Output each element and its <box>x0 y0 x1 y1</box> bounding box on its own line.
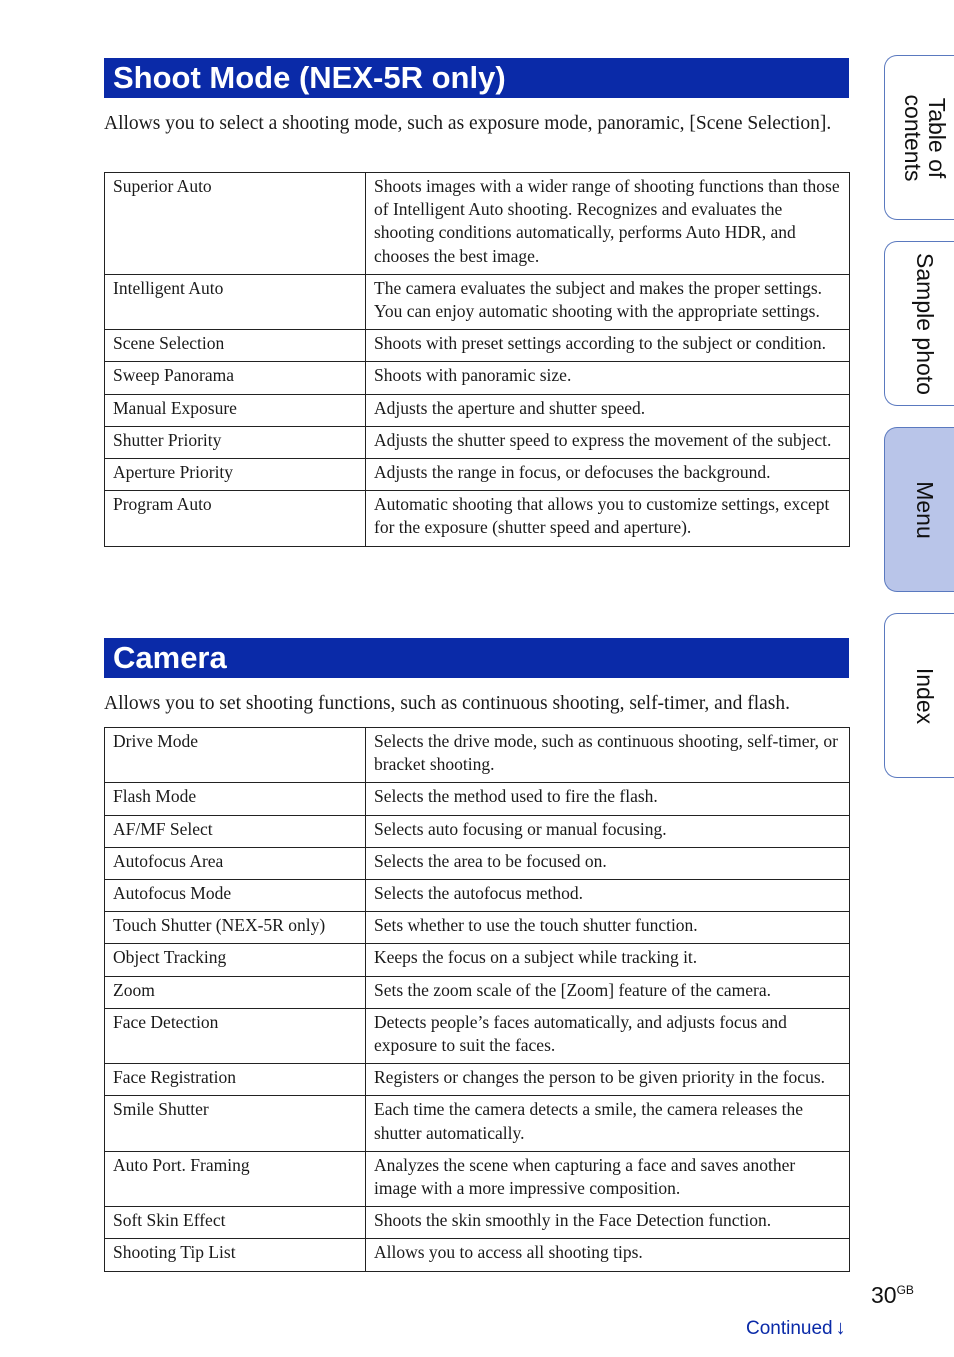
function-description: Shoots images with a wider range of shooting functions than those of Intelligent Auto shooting. Recognizes and evaluates the shooting conditions automatically, performs Auto HDR, and chooses the best image. <box>366 173 850 275</box>
table-row <box>105 912 850 944</box>
function-description: Sets whether to use the touch shutter function. <box>366 912 850 944</box>
table-row <box>105 330 850 362</box>
continued-link[interactable] <box>746 1317 846 1340</box>
table-row <box>105 1064 850 1096</box>
function-name: Soft Skin Effect <box>105 1207 366 1239</box>
function-description: Registers or changes the person to be given priority in the focus. <box>366 1064 850 1096</box>
function-description: The camera evaluates the subject and makes the proper settings. You can enjoy automatic shooting with the appropriate settings. <box>366 274 850 329</box>
table-row <box>105 847 850 879</box>
function-name: Program Auto <box>105 491 366 546</box>
table-row <box>105 976 850 1008</box>
table-row <box>105 491 850 546</box>
side-tab-label: Sample photo <box>911 252 938 395</box>
function-name: AF/MF Select <box>105 815 366 847</box>
table-row <box>105 783 850 815</box>
side-tab-sample-photo[interactable] <box>884 241 954 406</box>
page-number-value: 30 <box>871 1282 897 1308</box>
side-tab-label: Index <box>911 667 938 724</box>
section-title-camera: Camera <box>104 638 849 678</box>
side-tab-label: Table of contents <box>899 94 950 181</box>
side-tab-menu[interactable] <box>884 427 954 592</box>
function-name: Sweep Panorama <box>105 362 366 394</box>
arrow-down-icon: ↓ <box>835 1317 846 1339</box>
side-tab-label: Menu <box>911 480 938 539</box>
function-description: Shoots with panoramic size. <box>366 362 850 394</box>
page-number <box>871 1282 914 1309</box>
table-row <box>105 394 850 426</box>
function-description: Automatic shooting that allows you to customize settings, except for the exposure (shutter speed and aperture). <box>366 491 850 546</box>
section-title-shoot-mode: Shoot Mode (NEX-5R only) <box>104 58 849 98</box>
table-row <box>105 1008 850 1063</box>
function-description: Sets the zoom scale of the [Zoom] feature of the camera. <box>366 976 850 1008</box>
function-name: Superior Auto <box>105 173 366 275</box>
function-name: Intelligent Auto <box>105 274 366 329</box>
section-intro-camera: Allows you to set shooting functions, such as continuous shooting, self-timer, and flash. <box>104 693 790 714</box>
table-row <box>105 944 850 976</box>
function-description: Selects auto focusing or manual focusing. <box>366 815 850 847</box>
table-row <box>105 1151 850 1206</box>
side-tab-index[interactable] <box>884 613 954 778</box>
table-row <box>105 1096 850 1151</box>
function-name: Drive Mode <box>105 728 366 783</box>
table-row <box>105 426 850 458</box>
function-description: Selects the method used to fire the flash. <box>366 783 850 815</box>
function-description: Adjusts the range in focus, or defocuses the background. <box>366 459 850 491</box>
side-tab-table-of-contents[interactable] <box>884 55 954 220</box>
function-description: Selects the autofocus method. <box>366 880 850 912</box>
table-row <box>105 1239 850 1271</box>
function-description: Selects the drive mode, such as continuous shooting, self-timer, or bracket shooting. <box>366 728 850 783</box>
function-name: Aperture Priority <box>105 459 366 491</box>
continued-label: Continued <box>746 1318 833 1339</box>
camera-table <box>104 727 850 1272</box>
function-description: Adjusts the shutter speed to express the movement of the subject. <box>366 426 850 458</box>
table-row <box>105 362 850 394</box>
function-name: Shooting Tip List <box>105 1239 366 1271</box>
function-description: Allows you to access all shooting tips. <box>366 1239 850 1271</box>
table-row <box>105 728 850 783</box>
function-name: Touch Shutter (NEX-5R only) <box>105 912 366 944</box>
function-name: Smile Shutter <box>105 1096 366 1151</box>
function-description: Detects people’s faces automatically, and adjusts focus and exposure to suit the faces. <box>366 1008 850 1063</box>
page-number-suffix: GB <box>896 1283 914 1297</box>
function-description: Shoots the skin smoothly in the Face Detection function. <box>366 1207 850 1239</box>
table-row <box>105 173 850 275</box>
function-name: Zoom <box>105 976 366 1008</box>
function-name: Scene Selection <box>105 330 366 362</box>
function-description: Keeps the focus on a subject while tracking it. <box>366 944 850 976</box>
function-name: Face Detection <box>105 1008 366 1063</box>
function-description: Adjusts the aperture and shutter speed. <box>366 394 850 426</box>
function-name: Object Tracking <box>105 944 366 976</box>
function-name: Autofocus Mode <box>105 880 366 912</box>
table-row <box>105 1207 850 1239</box>
table-row <box>105 274 850 329</box>
table-row <box>105 459 850 491</box>
section-intro-shoot-mode: Allows you to select a shooting mode, such as exposure mode, panoramic, [Scene Selection]. <box>104 113 832 134</box>
table-row <box>105 880 850 912</box>
function-name: Auto Port. Framing <box>105 1151 366 1206</box>
function-name: Shutter Priority <box>105 426 366 458</box>
function-description: Each time the camera detects a smile, the camera releases the shutter automatically. <box>366 1096 850 1151</box>
function-name: Flash Mode <box>105 783 366 815</box>
function-name: Face Registration <box>105 1064 366 1096</box>
function-description: Shoots with preset settings according to the subject or condition. <box>366 330 850 362</box>
function-description: Analyzes the scene when capturing a face and saves another image with a more impressive composition. <box>366 1151 850 1206</box>
table-row <box>105 815 850 847</box>
function-name: Autofocus Area <box>105 847 366 879</box>
function-description: Selects the area to be focused on. <box>366 847 850 879</box>
function-name: Manual Exposure <box>105 394 366 426</box>
shoot-mode-table <box>104 172 850 547</box>
